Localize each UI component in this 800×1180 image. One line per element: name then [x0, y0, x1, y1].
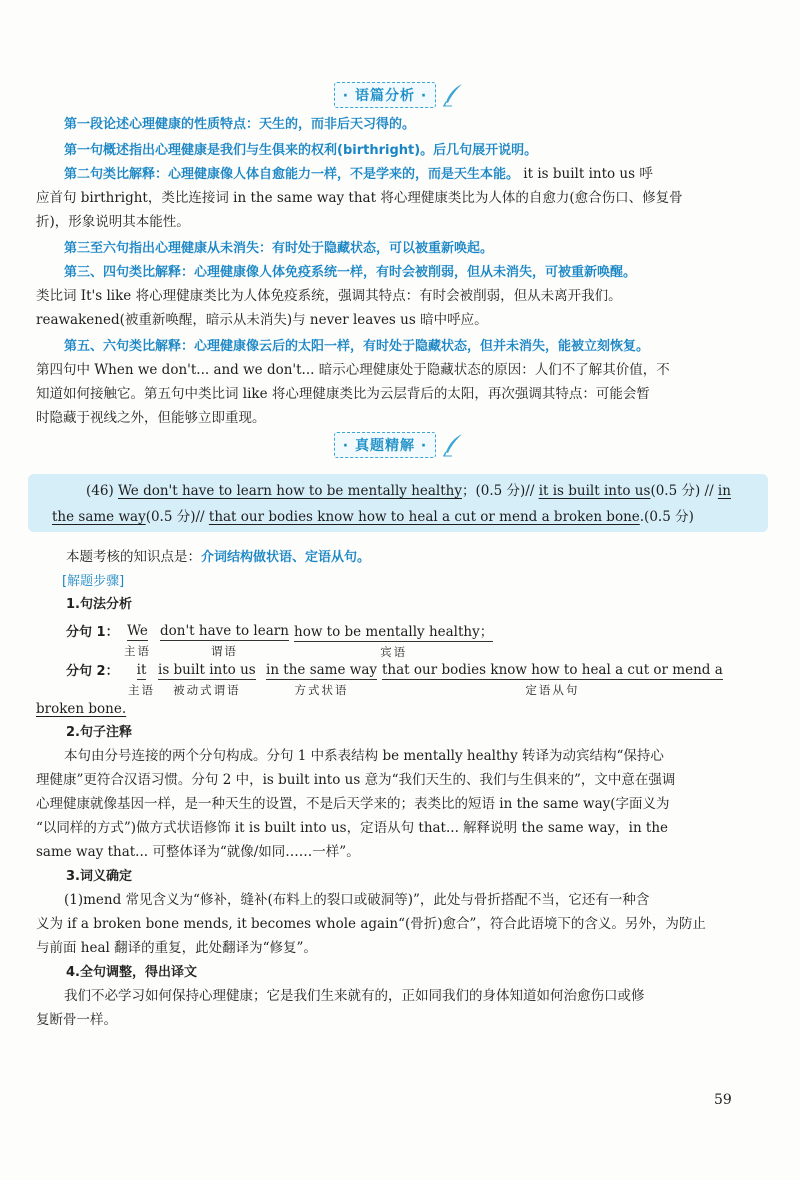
clause2-seg-attributive: that our bodies know how to heal a cut or mend a 定语从句	[382, 662, 723, 697]
clause2-seg-adverbial: in the same way 方式状语	[266, 662, 377, 697]
analysis-paragraph-6: 第五、六句类比解释：心理健康像云后的太阳一样，有时处于隐藏状态，但并未消失，能被立刻恢复。	[64, 339, 650, 354]
step4-title: 4.全句调整，得出译文	[66, 965, 197, 980]
analysis-paragraph-4: 第三至六句指出心理健康从未消失：有时处于隐藏状态，可以被重新唤起。	[64, 241, 494, 256]
step2-line3: 心理健康就像基因一样，是一种天生的设置，不是后天学来的；表类比的短语 in the same way(字面义为	[36, 796, 670, 812]
clause1-label: 分句 1：	[66, 625, 119, 640]
quill-icon	[440, 82, 466, 108]
analysis-paragraph-3-line3: 折)，形象说明其本能性。	[36, 214, 190, 230]
step2-line2: 理健康”更符合汉语习惯。分句 2 中，is built into us 意为“我们天生的、我们与生俱来的”，文中意在强调	[36, 772, 676, 788]
steps-label: [解题步骤]	[62, 574, 125, 589]
analysis-paragraph-6-line3: 知道如何接触它。第五句中类比词 like 将心理健康类比为云层背后的太阳，再次强调其特点：可能会暂	[36, 386, 650, 402]
analysis-paragraph-5: 第三、四句类比解释：心理健康像人体免疫系统一样，有时会被削弱，但从未消失，可被重新唤醒。	[64, 265, 637, 280]
clause1-seg-object: how to be mentally healthy； 宾语	[294, 620, 493, 660]
step4-line2: 复断骨一样。	[36, 1012, 117, 1028]
section-header-analysis	[0, 82, 800, 112]
quill-icon	[440, 432, 466, 458]
knowledge-points: 本题考核的知识点是：介词结构做状语、定语从句。	[66, 549, 371, 565]
clause1-seg-subject: We 主语	[124, 623, 151, 658]
step3-title: 3.词义确定	[66, 869, 132, 884]
clause2-tail: broken bone.	[36, 701, 127, 717]
analysis-paragraph-1: 第一段论述心理健康的性质特点：天生的，而非后天习得的。	[64, 117, 416, 132]
step4-line1: 我们不必学习如何保持心理健康；它是我们生来就有的，正如同我们的身体知道如何治愈伤口或修	[64, 988, 645, 1004]
analysis-paragraph-6-line2: 第四句中 When we don't... and we don't... 暗示心理健康处于隐藏状态的原因：人们不了解其价值，不	[36, 362, 670, 378]
analysis-paragraph-3-line2: 应首句 birthright，类比连接词 in the same way that 将心理健康类比为人体的自愈力(愈合伤口、修复骨	[36, 190, 683, 206]
analysis-paragraph-2: 第一句概述指出心理健康是我们与生俱来的权利(birthright)。后几句展开说明。	[64, 143, 538, 158]
clause2-seg-subject: it 主语	[128, 662, 155, 697]
analysis-paragraph-3: 第二句类比解释：心理健康像人体自愈能力一样，不是学来的，而是天生本能。 it is built into us 呼	[64, 166, 653, 182]
step2-title: 2.句子注释	[66, 725, 132, 740]
exam-sentence-line1: (46) We don't have to learn how to be mentally healthy；(0.5 分)// it is built into us(0.5 分) // in	[86, 483, 731, 499]
step1-title: 1.句法分析	[66, 597, 132, 612]
clause1-seg-predicate: don't have to learn 谓语	[160, 623, 289, 658]
step2-line4: “以同样的方式”)做方式状语修饰 it is built into us，定语从句 that... 解释说明 the same way，in the	[36, 820, 669, 836]
page-number: 59	[714, 1092, 732, 1108]
step3-line1: (1)mend 常见含义为“修补，缝补(布料上的裂口或破洞等)”，此处与骨折搭配不当，它还有一种含	[64, 892, 650, 908]
exam-sentence-line2: the same way(0.5 分)// that our bodies know how to heal a cut or mend a broken bone.(0.5 分)	[52, 509, 694, 525]
step3-line2: 义为 if a broken bone mends, it becomes whole again“(骨折)愈合”，符合此语境下的含义。另外，为防止	[36, 916, 706, 932]
section-title: · 真题精解 ·	[334, 432, 436, 458]
section-header-exam	[0, 432, 800, 462]
step2-line5: same way that... 可整体译为“就像/如同……一样”。	[36, 844, 360, 860]
clause2-seg-predicate: is built into us 被动式谓语	[158, 662, 256, 697]
clause2-analysis	[0, 659, 800, 699]
section-title: · 语篇分析 ·	[334, 82, 436, 108]
step3-line3: 与前面 heal 翻译的重复，此处翻译为“修复”。	[36, 940, 317, 956]
clause2-label: 分句 2：	[66, 664, 119, 679]
step2-line1: 本句由分号连接的两个分句构成。分句 1 中系表结构 be mentally healthy 转译为动宾结构“保持心	[64, 748, 664, 764]
analysis-paragraph-5-line2: 类比词 It's like 将心理健康类比为人体免疫系统，强调其特点：有时会被削弱，但从未离开我们。	[36, 288, 622, 304]
analysis-paragraph-6-line4: 时隐藏于视线之外，但能够立即重现。	[36, 410, 266, 426]
clause1-analysis	[0, 620, 800, 660]
analysis-paragraph-5-line3: reawakened(被重新唤醒，暗示从未消失)与 never leaves us 暗中呼应。	[36, 312, 488, 328]
